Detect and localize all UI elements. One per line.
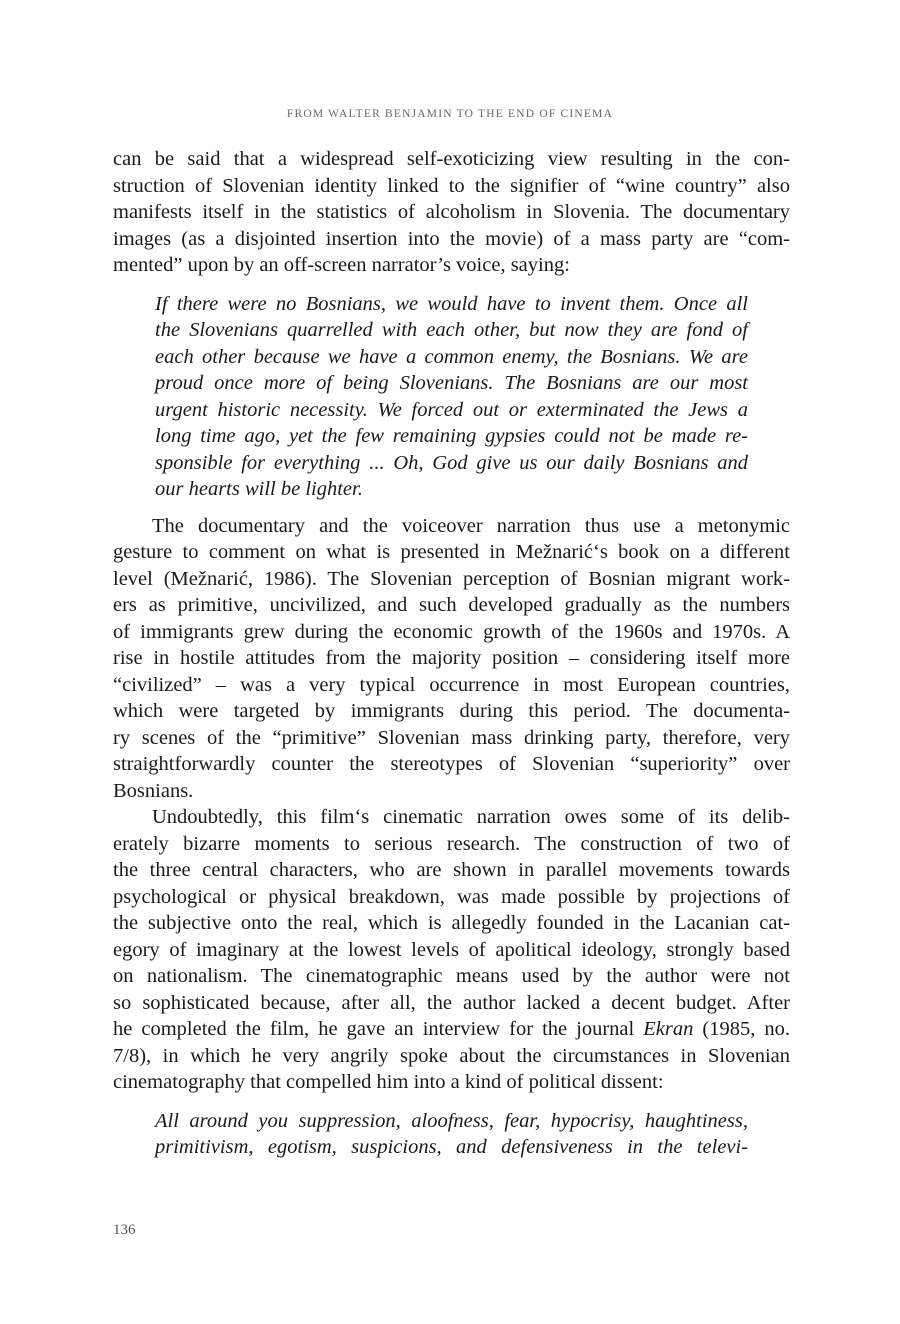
paragraph [113,804,790,1096]
text-line: The documentary and the voiceover narration thus use a metonymic [152,514,790,537]
block-quote [113,1108,790,1161]
quote-line: the Slovenians quarrelled with each other, but now they are fond of [155,319,748,341]
quote-line: proud once more of being Slovenians. The Bosnians are our most [155,372,748,394]
text-line: Undoubtedly, this film‘s cinematic narration owes some of its delib- [152,806,790,828]
text-line: 7/8), in which he very angrily spoke about the circumstances in Slovenian [113,1044,790,1067]
paragraph [113,513,790,805]
text-line: straightforwardly counter the stereotypes of Slovenian “superiority” over [113,753,790,775]
text-line: on nationalism. The cinematographic means used by the author were not [113,965,790,987]
text-line: the subjective onto the real, which is allegedly founded in the Lacanian cat- [113,912,790,934]
text-line: the three central characters, who are shown in parallel movements towards [113,859,790,881]
text-line: so sophisticated because, after all, the author lacked a decent budget. After [113,991,790,1014]
quote-line: long time ago, yet the few remaining gypsies could not be made re- [155,425,748,447]
text-line: ry scenes of the “primitive” Slovenian mass drinking party, therefore, very [113,726,790,749]
quote-line: our hearts will be lighter. [155,478,363,500]
text-line [113,1016,790,1043]
quote-line: each other because we have a common enemy, the Bosnians. We are [155,345,748,368]
text-line: of immigrants grew during the economic growth of the 1960s and 1970s. A [113,620,790,643]
block-quote [113,291,790,503]
quote-line: urgent historic necessity. We forced out or exterminated the Jews a [155,398,748,421]
text-line: erately bizarre moments to serious research. The construction of two of [113,832,790,855]
text-line: egory of imaginary at the lowest levels of apolitical ideology, strongly based [113,938,790,961]
text-line: rise in hostile attitudes from the majority position – considering itself more [113,647,790,669]
quote-line: All around you suppression, aloofness, fear, hypocrisy, haughtiness, [155,1109,748,1132]
text-line: struction of Slovenian identity linked to the signifier of “wine country” also [113,174,790,197]
text-span: (1985, no. [693,1018,791,1040]
quote-line: primitivism, egotism, suspicions, and defensiveness in the televi- [155,1136,748,1158]
running-head: FROM WALTER BENJAMIN TO THE END OF CINEMA [286,108,614,120]
body-text [113,146,790,1161]
page-number: 136 [113,1222,136,1238]
text-line: ers as primitive, uncivilized, and such developed gradually as the numbers [113,594,790,616]
text-line: images (as a disjointed insertion into the movie) of a mass party are “com- [113,227,790,250]
text-line: psychological or physical breakdown, was made possible by projections of [113,885,790,908]
text-line: mented” upon by an off-screen narrator’s voice, saying: [113,254,570,276]
text-line: can be said that a widespread self-exoticizing view resulting in the con- [113,148,790,170]
text-span: he completed the film, he gave an interview for the journal [113,1018,644,1040]
text-line: which were targeted by immigrants during this period. The documenta- [113,700,790,722]
text-line: “civilized” – was a very typical occurrence in most European countries, [113,673,790,696]
text-line: manifests itself in the statistics of alcoholism in Slovenia. The documentary [113,201,790,223]
text-line: level (Mežnarić, 1986). The Slovenian perception of Bosnian migrant work- [113,567,790,590]
paragraph [113,146,790,279]
text-line: Bosnians. [113,779,194,802]
quote-line: sponsible for everything ... Oh, God give us our daily Bosnians and [155,451,748,474]
journal-title: Ekran [643,1018,694,1040]
quote-line: If there were no Bosnians, we would have to invent them. Once all [155,292,748,315]
text-line: gesture to comment on what is presented in Mežnarić‘s book on a different [113,541,790,563]
text-line: cinematography that compelled him into a kind of political dissent: [113,1071,664,1093]
